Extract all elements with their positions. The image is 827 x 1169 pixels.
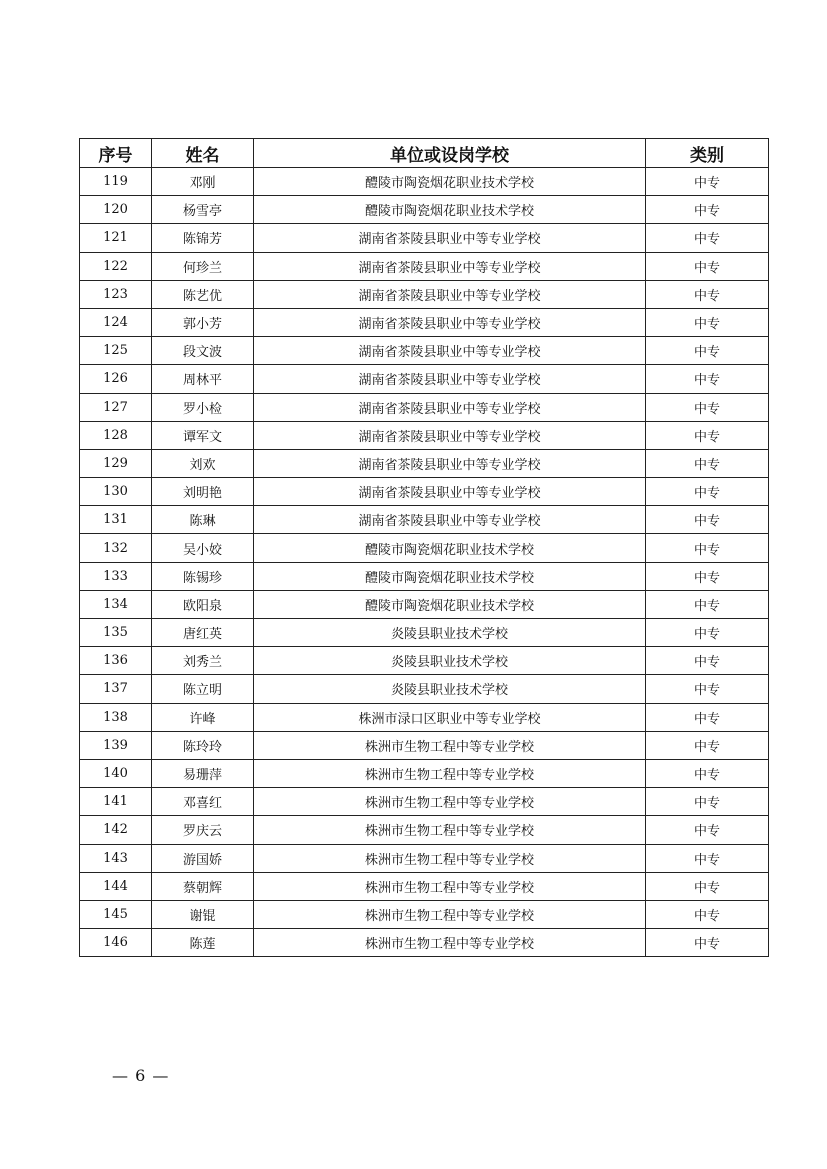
page-number: — 6 —	[112, 1066, 170, 1085]
cell-unit-or-school: 醴陵市陶瓷烟花职业技术学校	[254, 196, 646, 224]
cell-name: 杨雪亭	[152, 196, 254, 224]
cell-name: 陈锡珍	[152, 562, 254, 590]
table-row	[80, 816, 769, 844]
cell-name: 罗小检	[152, 393, 254, 421]
cell-serial-number: 131	[80, 506, 152, 534]
cell-unit-or-school: 株洲市生物工程中等专业学校	[254, 816, 646, 844]
cell-name: 吴小姣	[152, 534, 254, 562]
cell-serial-number: 120	[80, 196, 152, 224]
cell-serial-number: 133	[80, 562, 152, 590]
cell-category: 中专	[646, 280, 769, 308]
cell-name: 游国娇	[152, 844, 254, 872]
cell-category: 中专	[646, 675, 769, 703]
cell-unit-or-school: 醴陵市陶瓷烟花职业技术学校	[254, 534, 646, 562]
cell-category: 中专	[646, 703, 769, 731]
cell-unit-or-school: 湖南省茶陵县职业中等专业学校	[254, 252, 646, 280]
cell-category: 中专	[646, 337, 769, 365]
cell-category: 中专	[646, 619, 769, 647]
cell-name: 刘秀兰	[152, 647, 254, 675]
cell-category: 中专	[646, 788, 769, 816]
cell-name: 刘欢	[152, 449, 254, 477]
cell-category: 中专	[646, 647, 769, 675]
cell-unit-or-school: 醴陵市陶瓷烟花职业技术学校	[254, 168, 646, 196]
cell-unit-or-school: 湖南省茶陵县职业中等专业学校	[254, 506, 646, 534]
table-header-row	[80, 139, 769, 168]
table-row	[80, 647, 769, 675]
table-row	[80, 421, 769, 449]
cell-serial-number: 130	[80, 478, 152, 506]
cell-name: 陈莲	[152, 929, 254, 957]
cell-unit-or-school: 湖南省茶陵县职业中等专业学校	[254, 421, 646, 449]
cell-category: 中专	[646, 478, 769, 506]
cell-name: 周林平	[152, 365, 254, 393]
table-row	[80, 449, 769, 477]
table-row	[80, 788, 769, 816]
cell-serial-number: 119	[80, 168, 152, 196]
cell-serial-number: 132	[80, 534, 152, 562]
cell-unit-or-school: 株洲市生物工程中等专业学校	[254, 731, 646, 759]
cell-serial-number: 128	[80, 421, 152, 449]
cell-name: 唐红英	[152, 619, 254, 647]
cell-unit-or-school: 湖南省茶陵县职业中等专业学校	[254, 337, 646, 365]
cell-serial-number: 142	[80, 816, 152, 844]
cell-unit-or-school: 炎陵县职业技术学校	[254, 675, 646, 703]
cell-unit-or-school: 湖南省茶陵县职业中等专业学校	[254, 280, 646, 308]
cell-serial-number: 129	[80, 449, 152, 477]
cell-serial-number: 136	[80, 647, 152, 675]
cell-name: 陈玲玲	[152, 731, 254, 759]
cell-category: 中专	[646, 421, 769, 449]
cell-serial-number: 141	[80, 788, 152, 816]
cell-unit-or-school: 株洲市生物工程中等专业学校	[254, 872, 646, 900]
cell-category: 中专	[646, 308, 769, 336]
table-row	[80, 393, 769, 421]
cell-name: 陈锦芳	[152, 224, 254, 252]
table-row	[80, 562, 769, 590]
table-row	[80, 196, 769, 224]
cell-category: 中专	[646, 590, 769, 618]
cell-serial-number: 146	[80, 929, 152, 957]
cell-name: 欧阳泉	[152, 590, 254, 618]
table-row	[80, 929, 769, 957]
cell-unit-or-school: 醴陵市陶瓷烟花职业技术学校	[254, 562, 646, 590]
cell-category: 中专	[646, 252, 769, 280]
cell-category: 中专	[646, 872, 769, 900]
cell-name: 陈艺优	[152, 280, 254, 308]
cell-serial-number: 143	[80, 844, 152, 872]
cell-category: 中专	[646, 393, 769, 421]
table-row	[80, 280, 769, 308]
cell-name: 邓刚	[152, 168, 254, 196]
cell-unit-or-school: 株洲市生物工程中等专业学校	[254, 759, 646, 787]
cell-category: 中专	[646, 900, 769, 928]
cell-category: 中专	[646, 449, 769, 477]
cell-unit-or-school: 湖南省茶陵县职业中等专业学校	[254, 478, 646, 506]
roster-table	[79, 138, 769, 957]
cell-unit-or-school: 湖南省茶陵县职业中等专业学校	[254, 224, 646, 252]
cell-name: 蔡朝辉	[152, 872, 254, 900]
table-row	[80, 168, 769, 196]
cell-unit-or-school: 湖南省茶陵县职业中等专业学校	[254, 393, 646, 421]
table-row	[80, 675, 769, 703]
header-serial-number: 序号	[80, 139, 152, 168]
cell-category: 中专	[646, 844, 769, 872]
header-name: 姓名	[152, 139, 254, 168]
table-row	[80, 844, 769, 872]
cell-unit-or-school: 株洲市生物工程中等专业学校	[254, 900, 646, 928]
table-row	[80, 308, 769, 336]
header-category: 类别	[646, 139, 769, 168]
cell-serial-number: 121	[80, 224, 152, 252]
cell-name: 郭小芳	[152, 308, 254, 336]
cell-category: 中专	[646, 224, 769, 252]
cell-serial-number: 144	[80, 872, 152, 900]
cell-category: 中专	[646, 816, 769, 844]
cell-unit-or-school: 株洲市生物工程中等专业学校	[254, 788, 646, 816]
cell-category: 中专	[646, 196, 769, 224]
table-row	[80, 872, 769, 900]
cell-serial-number: 122	[80, 252, 152, 280]
header-unit-or-school: 单位或设岗学校	[254, 139, 646, 168]
table-body	[80, 168, 769, 957]
cell-category: 中专	[646, 759, 769, 787]
cell-name: 何珍兰	[152, 252, 254, 280]
cell-serial-number: 125	[80, 337, 152, 365]
table-row	[80, 619, 769, 647]
table-row	[80, 759, 769, 787]
cell-serial-number: 135	[80, 619, 152, 647]
cell-category: 中专	[646, 168, 769, 196]
table-row	[80, 534, 769, 562]
cell-unit-or-school: 湖南省茶陵县职业中等专业学校	[254, 308, 646, 336]
table-row	[80, 900, 769, 928]
cell-unit-or-school: 醴陵市陶瓷烟花职业技术学校	[254, 590, 646, 618]
table-row	[80, 224, 769, 252]
cell-name: 邓喜红	[152, 788, 254, 816]
cell-name: 罗庆云	[152, 816, 254, 844]
cell-unit-or-school: 株洲市渌口区职业中等专业学校	[254, 703, 646, 731]
cell-unit-or-school: 炎陵县职业技术学校	[254, 647, 646, 675]
cell-serial-number: 127	[80, 393, 152, 421]
cell-category: 中专	[646, 534, 769, 562]
cell-serial-number: 138	[80, 703, 152, 731]
cell-category: 中专	[646, 365, 769, 393]
cell-serial-number: 134	[80, 590, 152, 618]
table-row	[80, 252, 769, 280]
cell-name: 段文波	[152, 337, 254, 365]
cell-unit-or-school: 株洲市生物工程中等专业学校	[254, 929, 646, 957]
cell-name: 谢锟	[152, 900, 254, 928]
cell-unit-or-school: 株洲市生物工程中等专业学校	[254, 844, 646, 872]
table-row	[80, 506, 769, 534]
table-row	[80, 478, 769, 506]
cell-name: 陈立明	[152, 675, 254, 703]
table-row	[80, 337, 769, 365]
cell-unit-or-school: 湖南省茶陵县职业中等专业学校	[254, 365, 646, 393]
cell-serial-number: 145	[80, 900, 152, 928]
cell-name: 陈琳	[152, 506, 254, 534]
cell-serial-number: 124	[80, 308, 152, 336]
cell-name: 刘明艳	[152, 478, 254, 506]
cell-category: 中专	[646, 929, 769, 957]
cell-category: 中专	[646, 506, 769, 534]
cell-serial-number: 140	[80, 759, 152, 787]
table-row	[80, 365, 769, 393]
cell-serial-number: 126	[80, 365, 152, 393]
cell-serial-number: 123	[80, 280, 152, 308]
cell-serial-number: 139	[80, 731, 152, 759]
cell-category: 中专	[646, 731, 769, 759]
table-row	[80, 731, 769, 759]
cell-serial-number: 137	[80, 675, 152, 703]
cell-name: 谭军文	[152, 421, 254, 449]
table-row	[80, 703, 769, 731]
cell-name: 许峰	[152, 703, 254, 731]
table-row	[80, 590, 769, 618]
cell-unit-or-school: 湖南省茶陵县职业中等专业学校	[254, 449, 646, 477]
cell-unit-or-school: 炎陵县职业技术学校	[254, 619, 646, 647]
cell-category: 中专	[646, 562, 769, 590]
cell-name: 易珊萍	[152, 759, 254, 787]
